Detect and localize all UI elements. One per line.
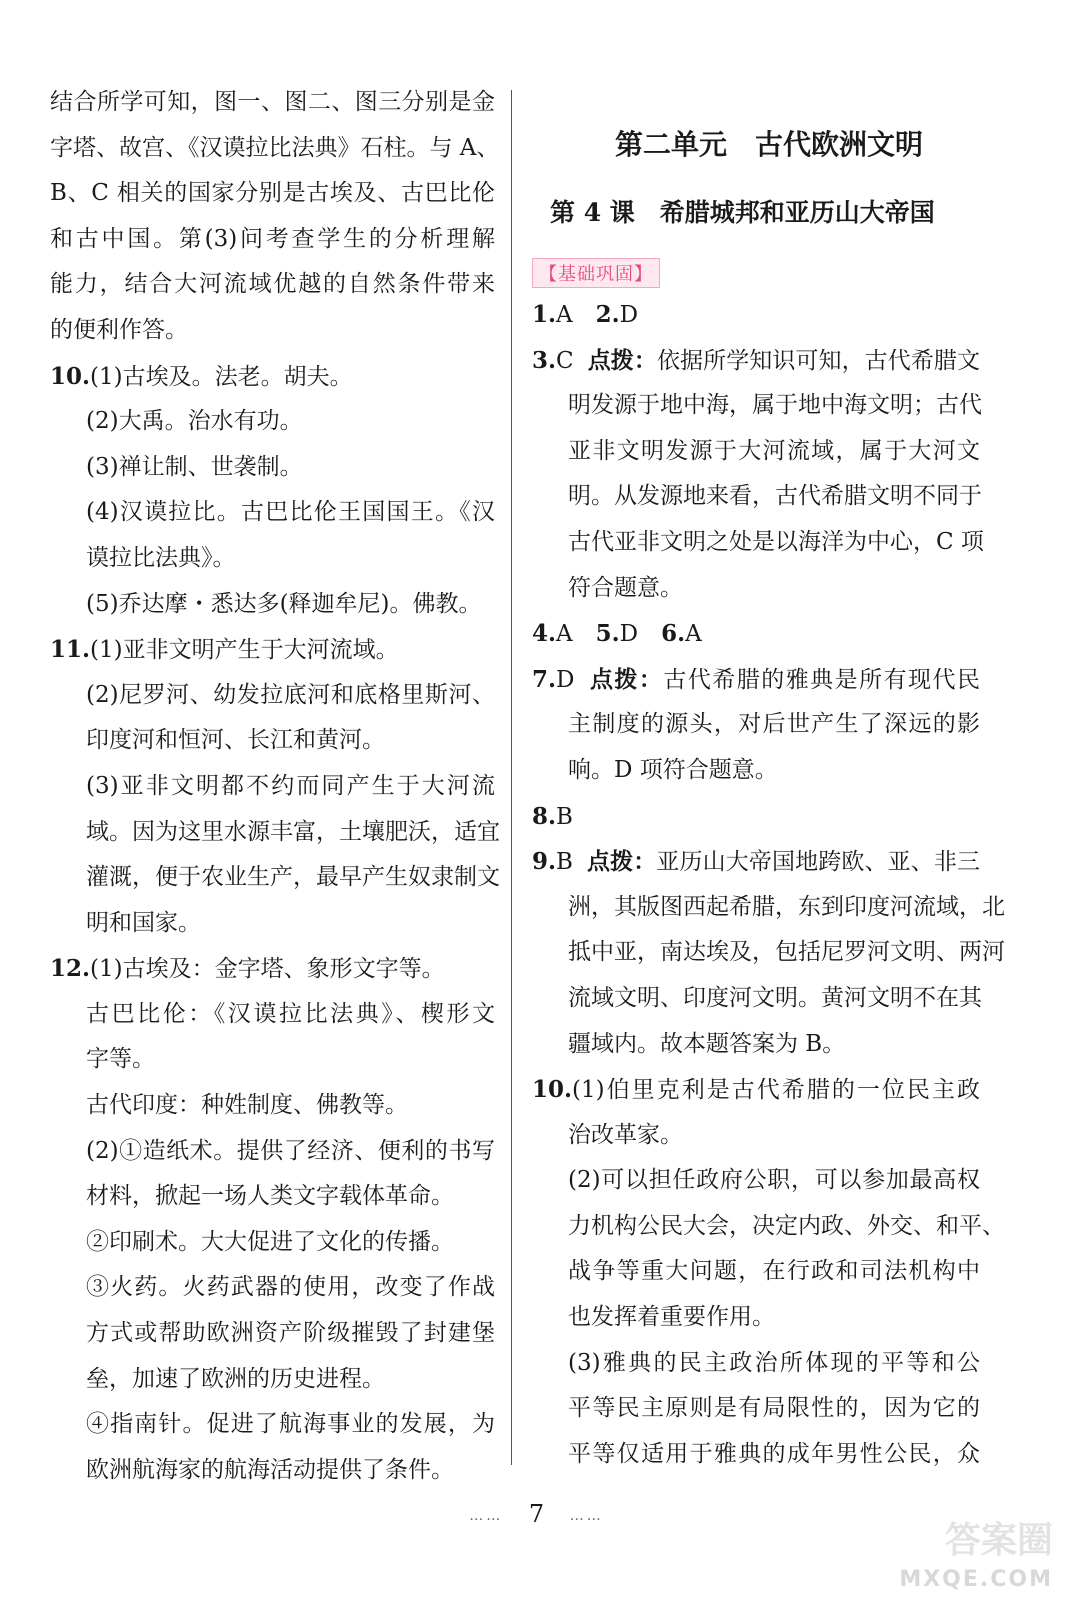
line-text: (4)汉谟拉比。古巴比伦王国国王。《汉 (86, 499, 495, 526)
line-text: 欧洲航海家的航海活动提供了条件。 (86, 1456, 454, 1483)
line-text: 的便利作答。 (50, 316, 188, 343)
text-line (50, 1311, 495, 1357)
text-line (532, 1204, 1005, 1250)
line-text: (3)雅典的民主政治所体现的平等和公 (568, 1349, 980, 1376)
line-text: 结合所学可知，图一、图二、图三分别是金 (50, 89, 495, 115)
footer-dots-right: …… (569, 1507, 604, 1524)
line-text: 也发挥着重要作用。 (568, 1304, 775, 1331)
text-line (50, 126, 500, 172)
line-text: 古代希腊的雅典是所有现代民 (663, 666, 981, 693)
line-text: 依据所学知识可知，古代希腊文 (656, 347, 981, 374)
text-line (50, 764, 495, 810)
line-text: 力机构公民大会，决定内政、外交、和平、 (568, 1212, 1005, 1239)
question-number: 2. (595, 301, 620, 328)
line-text: 和古中国。第(3)问考查学生的分析理解 (50, 225, 495, 252)
text-line (532, 383, 980, 429)
line-text: 流域文明、印度河文明。黄河文明不在其 (568, 984, 982, 1011)
text-line (50, 1129, 495, 1175)
text-line (50, 1265, 495, 1311)
line-text: 印度河和恒河、长江和黄河。 (86, 727, 385, 754)
text-line (532, 429, 980, 475)
line-text: 谟拉比法典》。 (86, 544, 236, 571)
line-text: A (685, 621, 702, 648)
question-number: 12. (50, 955, 91, 983)
text-line (50, 262, 495, 308)
line-text: 垒，加速了欧洲的历史进程。 (86, 1365, 385, 1392)
hint-label: 点拨： (587, 346, 657, 374)
question-number: 6. (661, 620, 686, 648)
line-text: (1)亚非文明产生于大河流域。 (90, 637, 399, 664)
text-line (50, 627, 495, 673)
line-text: 灌溉，便于农业生产，最早产生奴隶制文 (86, 864, 500, 891)
text-line (50, 992, 495, 1038)
line-text: 材料，掀起一场人类文字载体革命。 (86, 1183, 454, 1210)
hint-label: 点拨： (586, 848, 657, 876)
line-text: ④指南针。促进了航海事业的发展，为 (86, 1411, 495, 1438)
line-text: (3)亚非文明都不约而同产生于大河流 (86, 772, 495, 799)
text-line (532, 1249, 980, 1295)
right-column (532, 80, 1005, 1477)
text-line (532, 611, 980, 657)
line-text: B (556, 803, 573, 830)
page-number: 7 (528, 1500, 545, 1528)
text-line (532, 338, 980, 384)
text-line (50, 855, 500, 901)
text-line (532, 292, 980, 338)
line-text: (2)①造纸术。提供了经济、便利的书写 (86, 1137, 495, 1164)
text-line (50, 490, 495, 536)
text-line (50, 810, 500, 856)
text-line (50, 445, 495, 491)
right-answer-lines (532, 292, 1005, 1477)
line-text: (1)伯里克利是古代希腊的一位民主政 (572, 1077, 980, 1104)
text-line (50, 946, 495, 992)
question-number: 10. (50, 362, 91, 390)
line-text: 亚非文明发源于大河流域，属于大河文 (568, 437, 980, 464)
line-text: 域。因为这里水源丰富，土壤肥沃，适宜 (86, 818, 500, 845)
unit-title: 第二单元 古代欧洲文明 (614, 128, 923, 161)
line-text: 字塔、故宫、《汉谟拉比法典》石柱。与 A、 (50, 134, 500, 161)
line-text: ③火药。火药武器的使用，改变了作战 (86, 1274, 495, 1301)
line-text: 古代印度：种姓制度、佛教等。 (86, 1092, 408, 1119)
line-text: 字等。 (86, 1046, 155, 1073)
text-line (532, 1113, 980, 1159)
line-text: 疆域内。故本题答案为 B。 (568, 1030, 846, 1057)
text-line (50, 80, 495, 126)
text-line (50, 308, 495, 354)
text-line (532, 839, 980, 885)
line-text: 古代亚非文明之处是以海洋为中心，C 项 (568, 528, 984, 555)
text-line (50, 1402, 495, 1448)
footer-dots-left: …… (469, 1507, 504, 1524)
text-line (532, 520, 984, 566)
text-line (532, 748, 980, 794)
text-line (532, 885, 1005, 931)
text-line (50, 1174, 495, 1220)
line-text: (1)古埃及。法老。胡夫。 (90, 363, 353, 390)
line-text: 战争等重大问题，在行政和司法机构中 (568, 1258, 980, 1285)
text-line (532, 657, 980, 703)
hint-label: 点拨： (588, 665, 664, 693)
text-line (50, 1220, 495, 1266)
text-line (50, 354, 495, 400)
line-text: (2)可以担任政府公职，可以参加最高权 (568, 1167, 980, 1194)
text-line (532, 702, 980, 748)
text-line (50, 718, 495, 764)
text-line (532, 976, 980, 1022)
text-line (50, 171, 495, 217)
question-number: 3. (532, 346, 557, 374)
text-line (532, 794, 980, 840)
column-divider (511, 90, 512, 1465)
line-text: 响。D 项符合题意。 (568, 756, 778, 783)
line-text: 能力，结合大河流域优越的自然条件带来 (50, 271, 495, 298)
text-line (50, 1083, 495, 1129)
text-line (50, 582, 495, 628)
line-text: A (556, 302, 596, 328)
line-text: (3)禅让制、世袭制。 (86, 453, 303, 480)
line-text: 亚历山大帝国地跨欧、亚、非三 (656, 849, 981, 876)
line-text: 平等民主原则是有局限性的，因为它的 (568, 1395, 980, 1422)
line-text: B、C 相关的国家分别是古埃及、古巴比伦 (50, 180, 495, 207)
line-text: 方式或帮助欧洲资产阶级摧毁了封建堡 (86, 1320, 495, 1347)
watermark (899, 1512, 1063, 1592)
question-number: 8. (532, 802, 557, 830)
lesson-title: 第 4 课 希腊城邦和亚历山大帝国 (550, 198, 935, 227)
question-number: 7. (532, 665, 557, 693)
line-text: 古巴比伦：《汉谟拉比法典》、楔形文 (86, 1000, 495, 1027)
line-text: 洲，其版图西起希腊，东到印度河流域，北 (568, 893, 1005, 920)
question-number: 4. (532, 620, 557, 648)
text-line (532, 1022, 980, 1068)
text-line (532, 1432, 980, 1478)
text-line (532, 1386, 980, 1432)
watermark-text: MXQE.COM (899, 1567, 1053, 1592)
line-text: B (556, 849, 573, 876)
text-line (532, 930, 1005, 976)
text-line (532, 1067, 980, 1113)
text-line (50, 1357, 495, 1403)
line-text: 明发源于地中海，属于地中海文明；古代 (568, 392, 982, 419)
line-text: 符合题意。 (568, 574, 683, 601)
text-line (532, 566, 980, 612)
section-tag: 【基础巩固】 (532, 258, 660, 288)
line-text: ②印刷术。大大促进了文化的传播。 (86, 1228, 454, 1255)
text-line (532, 1295, 980, 1341)
line-text: D (556, 666, 575, 693)
line-text: 抵中亚，南达埃及，包括尼罗河文明、两河 (568, 939, 1005, 966)
text-line (50, 1037, 495, 1083)
line-text: (2)大禹。治水有功。 (86, 408, 303, 435)
text-line (50, 673, 495, 719)
question-number: 10. (532, 1076, 573, 1104)
question-number: 1. (532, 301, 557, 328)
text-line (532, 1158, 980, 1204)
line-text: D (619, 621, 662, 648)
text-line (50, 1448, 495, 1494)
watermark-logo: 答案圈 (944, 1520, 1053, 1561)
left-column (50, 80, 500, 1493)
text-line (50, 901, 495, 947)
question-number: 9. (532, 848, 557, 876)
line-text: 明和国家。 (86, 909, 201, 936)
question-number: 11. (50, 636, 91, 664)
line-text: (5)乔达摩・悉达多(释迦牟尼)。佛教。 (86, 590, 482, 617)
text-line (50, 399, 495, 445)
line-text: (2)尼罗河、幼发拉底河和底格里斯河、 (86, 681, 495, 708)
question-number: 5. (595, 620, 620, 648)
line-text: 治改革家。 (568, 1121, 683, 1148)
text-line (532, 474, 980, 520)
text-line (50, 536, 495, 582)
line-text: A (556, 621, 596, 648)
line-text: 平等仅适用于雅典的成年男性公民，众 (568, 1440, 980, 1467)
line-text: D (619, 302, 639, 328)
line-text: 明。从发源地来看，古代希腊文明不同于 (568, 483, 982, 510)
text-line (50, 217, 495, 263)
line-text: C (556, 347, 574, 374)
line-text: 主制度的源头，对后世产生了深远的影 (568, 711, 980, 738)
line-text: (1)古埃及：金字塔、象形文字等。 (90, 956, 445, 983)
text-line (532, 1341, 980, 1387)
